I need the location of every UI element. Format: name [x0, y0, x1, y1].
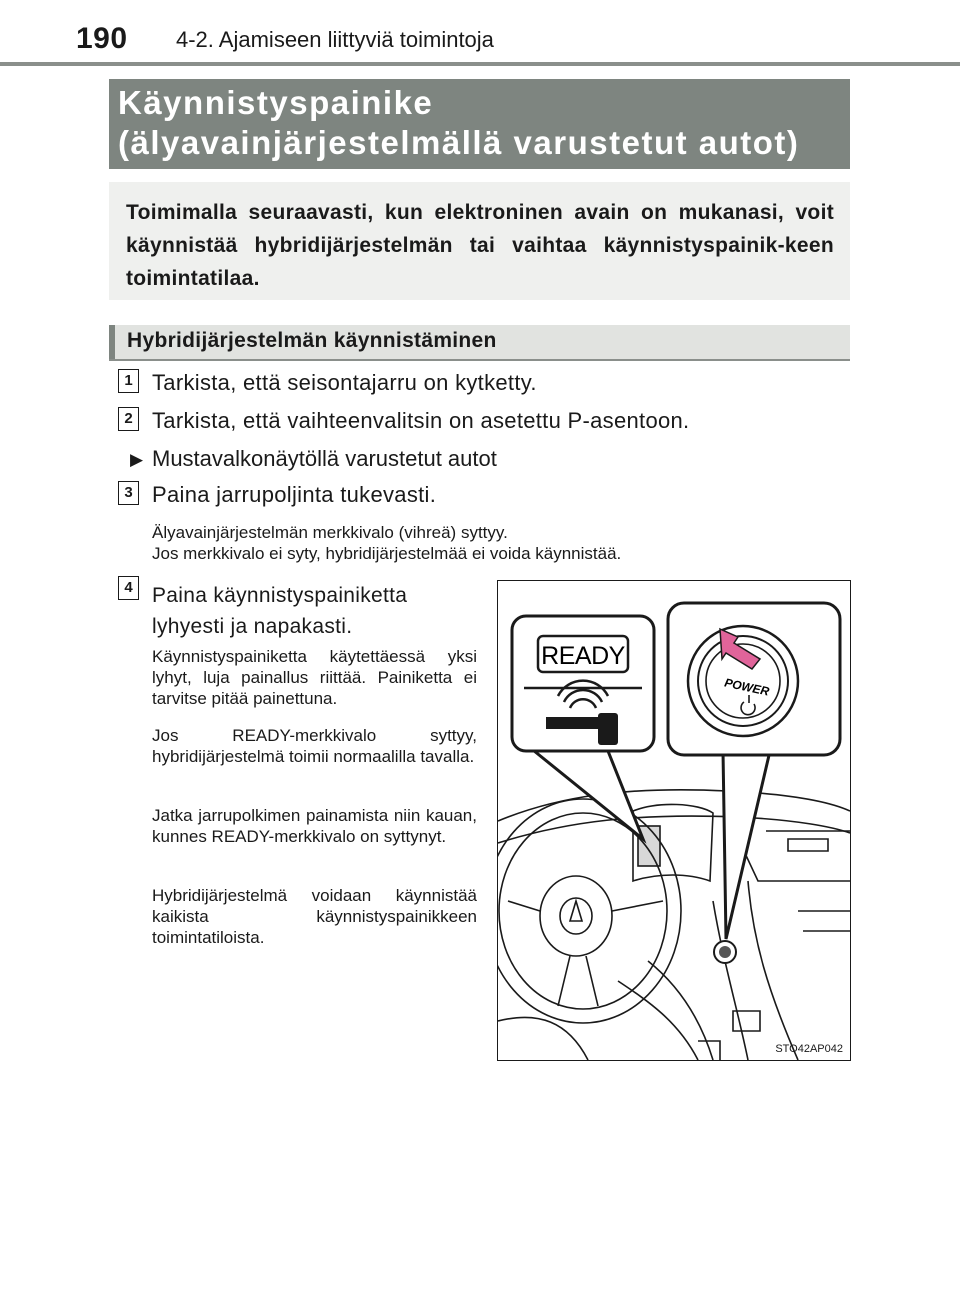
section-reference: 4-2. Ajamiseen liittyviä toimintoja — [176, 27, 494, 52]
step-text-1: Tarkista, että seisontajarru on kytketty. — [152, 370, 537, 395]
title-line-2: (älyavainjärjestelmällä varustetut autot) — [118, 124, 800, 161]
step-number-4: 4 — [118, 576, 139, 600]
subsection-accent — [109, 325, 115, 359]
ready-indicator-label: READY — [541, 642, 625, 670]
subsection-title: Hybridijärjestelmän käynnistäminen — [127, 329, 497, 352]
step-number-3: 3 — [118, 481, 139, 505]
page-title — [118, 83, 799, 163]
step-4-paragraph-2: Jos READY-merkkivalo syttyy, hybridijärjestelmä toimii normaalilla tavalla. — [152, 726, 477, 766]
dashboard-illustration — [497, 580, 851, 1061]
step-text-2: Tarkista, että vaihteenvalitsin on asetettu P-asentoon. — [152, 408, 690, 433]
step-3-note — [152, 522, 621, 564]
step-3-note-line-2: Jos merkkivalo ei syty, hybridijärjestelmää ei voida käynnistää. — [152, 544, 622, 563]
title-line-1: Käynnistyspainike — [118, 84, 434, 121]
step-text-3: Paina jarrupoljinta tukevasti. — [152, 482, 437, 507]
intro-box — [109, 182, 850, 300]
header-divider — [0, 62, 960, 66]
title-banner — [109, 79, 850, 169]
power-button-label: POWER — [723, 675, 771, 699]
bullet-arrow-icon: ▶ — [130, 450, 144, 469]
step-text-4: Paina käynnistyspainiketta lyhyesti ja napakasti. — [152, 584, 408, 638]
step-4-paragraph-3: Jatka jarrupolkimen painamista niin kauan, kunnes READY-merkkivalo on syttynyt. — [152, 806, 477, 846]
dashboard-drawing — [498, 581, 850, 1060]
step-4-paragraph-1: Käynnistyspainiketta käytettäessä yksi lyhyt, luja painallus riittää. Painiketta ei tarvitse pitää painettuna. — [152, 647, 477, 708]
bullet-text: Mustavalkonäytöllä varustetut autot — [152, 446, 497, 471]
page-number: 190 — [76, 22, 128, 55]
step-3-note-line-1: Älyavainjärjestelmän merkkivalo (vihreä) syttyy. — [152, 523, 508, 542]
subsection-header — [109, 325, 850, 361]
intro-text: Toimimalla seuraavasti, kun elektroninen avain on mukanasi, voit käynnistää hybridijärjestelmän tai vaihtaa käynnistyspainik-keen toimintatilaa. — [126, 201, 834, 290]
step-number-1: 1 — [118, 369, 139, 393]
step-4-paragraph-4: Hybridijärjestelmä voidaan käynnistää kaikista käynnistyspainikkeen toimintatiloista. — [152, 886, 477, 947]
step-number-2: 2 — [118, 407, 139, 431]
figure-code: STO42AP042 — [775, 1043, 843, 1055]
